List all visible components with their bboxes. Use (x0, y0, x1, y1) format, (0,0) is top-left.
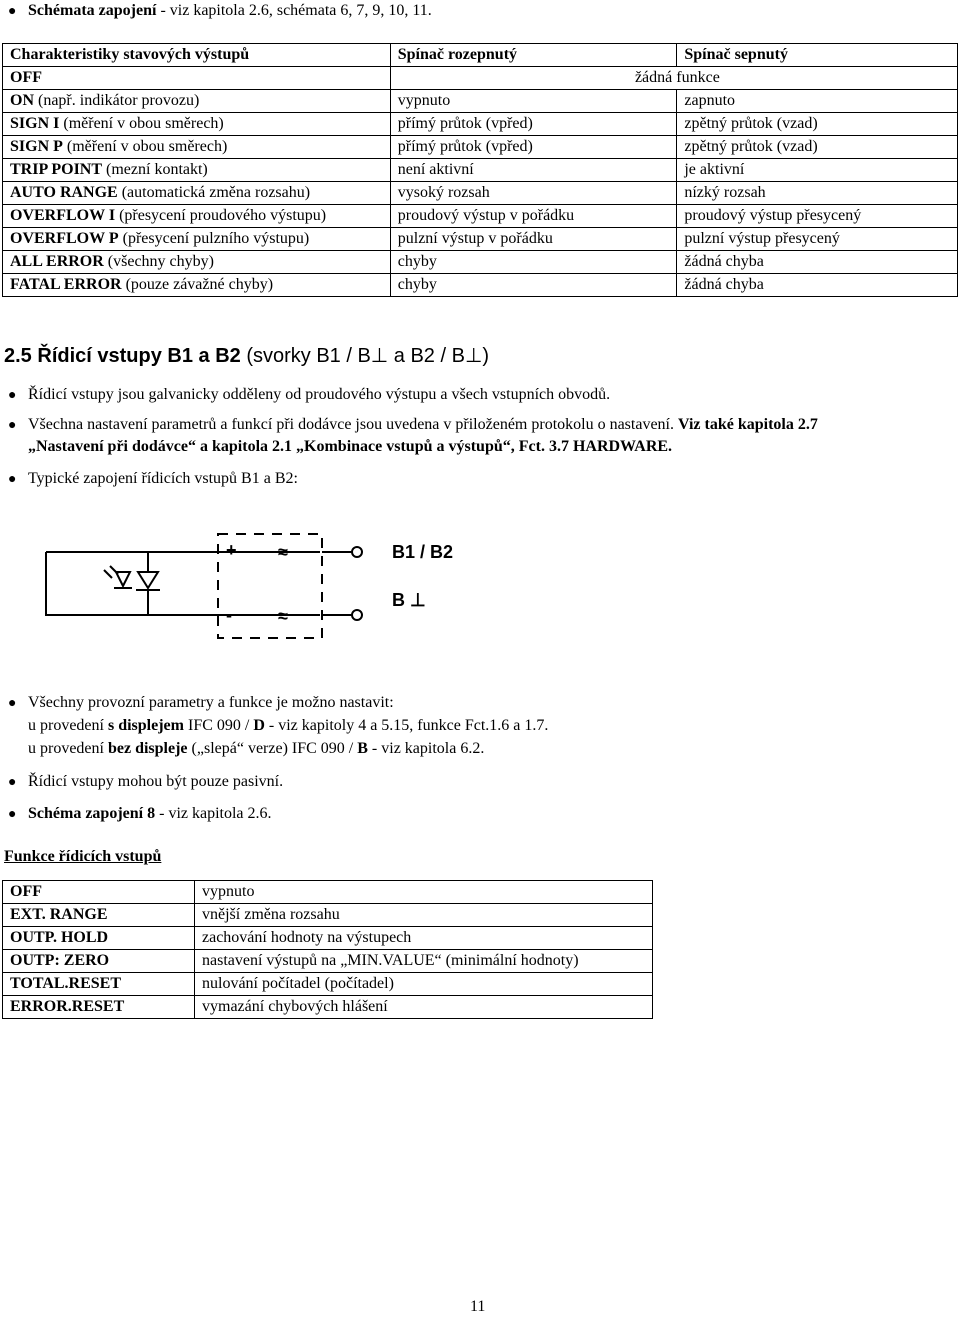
function-desc: vypnuto (195, 881, 653, 904)
function-name: OFF (3, 881, 195, 904)
table-cell: žádná chyba (677, 251, 958, 274)
table-row (3, 927, 653, 950)
table-cell: žádná funkce (390, 67, 957, 90)
table-row (3, 996, 653, 1019)
bullet-text: Schéma zapojení 8 - viz kapitola 2.6. (28, 805, 272, 822)
table-row (3, 159, 958, 182)
wire-left (46, 552, 220, 615)
function-desc: vnější změna rozsahu (195, 904, 653, 927)
table-cell: OVERFLOW I (přesycení proudového výstupu) (3, 205, 391, 228)
bullet-text: Řídicí vstupy jsou galvanicky odděleny od proudového výstupu a všech vstupních obvodů. (28, 386, 611, 403)
table-row (3, 90, 958, 113)
table-cell: proudový výstup v pořádku (390, 205, 677, 228)
table-row (3, 67, 958, 90)
approx-sign-top: ≈ (278, 542, 288, 562)
page-number: 11 (470, 1298, 486, 1315)
bullet-text: Typické zapojení řídicích vstupů B1 a B2: (28, 470, 298, 487)
table-cell: AUTO RANGE (automatická změna rozsahu) (3, 182, 391, 205)
table-cell: zapnuto (677, 90, 958, 113)
label-bperp: B ⊥ (392, 590, 426, 610)
table-cell: není aktivní (390, 159, 677, 182)
table-row (3, 182, 958, 205)
table-header-cell: Spínač sepnutý (677, 44, 958, 67)
function-name: EXT. RANGE (3, 904, 195, 927)
table-cell: pulzní výstup v pořádku (390, 228, 677, 251)
table-cell: SIGN I (měření v obou směrech) (3, 113, 391, 136)
bullet-text: „Nastavení při dodávce“ a kapitola 2.1 „Kombinace vstupů a výstupů“, Fct. 3.7 HARDWARE. (28, 438, 673, 455)
table-cell: je aktivní (677, 159, 958, 182)
table-cell: ALL ERROR (všechny chyby) (3, 251, 391, 274)
function-desc: nulování počítadel (počítadel) (195, 973, 653, 996)
table-cell: vypnuto (390, 90, 677, 113)
table-row (3, 274, 958, 297)
table-cell: ON (např. indikátor provozu) (3, 90, 391, 113)
bullet-text: u provedení s displejem IFC 090 / D - viz kapitoly 4 a 5.15, funkce Fct.1.6 a 1.7. (28, 717, 549, 734)
table-row (3, 950, 653, 973)
table-row (3, 973, 653, 996)
label-b1b2: B1 / B2 (392, 542, 454, 562)
bullet-dot: ● (8, 696, 17, 711)
table-cell: nízký rozsah (677, 182, 958, 205)
table-cell: zpětný průtok (vzad) (677, 113, 958, 136)
function-name: ERROR.RESET (3, 996, 195, 1019)
bullet-dot: ● (8, 807, 17, 822)
table-header-row (3, 44, 958, 67)
table-cell: proudový výstup přesycený (677, 205, 958, 228)
terminal-bperp (352, 610, 362, 620)
table-row (3, 136, 958, 159)
table-cell: přímý průtok (vpřed) (390, 113, 677, 136)
table-cell: OFF (3, 67, 391, 90)
bullet-text: u provedení bez displeje („slepá“ verze) IFC 090 / B - viz kapitola 6.2. (28, 740, 485, 757)
function-desc: nastavení výstupů na „MIN.VALUE“ (minimální hodnoty) (195, 950, 653, 973)
top-bullet-text: Schémata zapojení - viz kapitola 2.6, schémata 6, 7, 9, 10, 11. (28, 2, 432, 19)
table-cell: TRIP POINT (mezní kontakt) (3, 159, 391, 182)
table-cell: FATAL ERROR (pouze závažné chyby) (3, 274, 391, 297)
table-row (3, 881, 653, 904)
status-output-table (2, 43, 958, 297)
plus-sign: + (226, 540, 237, 560)
approx-sign-bottom: ≈ (278, 606, 288, 626)
table-header-cell: Spínač rozepnutý (390, 44, 677, 67)
bullet-dot: ● (8, 418, 17, 433)
function-name: OUTP. HOLD (3, 927, 195, 950)
table-cell: SIGN P (měření v obou směrech) (3, 136, 391, 159)
section-heading: 2.5 Řídicí vstupy B1 a B2 (svorky B1 / B⊥ a B2 / B⊥) (4, 345, 490, 367)
table-row (3, 228, 958, 251)
table-cell: žádná chyba (677, 274, 958, 297)
table-cell: pulzní výstup přesycený (677, 228, 958, 251)
table-cell: OVERFLOW P (přesycení pulzního výstupu) (3, 228, 391, 251)
bullet-text: Všechna nastavení parametrů a funkcí při dodávce jsou uvedena v přiloženém protokolu o nastavení. Viz také kapitola 2.7 (28, 416, 818, 433)
table-cell: chyby (390, 274, 677, 297)
bullet-dot: ● (8, 388, 17, 403)
table-cell: zpětný průtok (vzad) (677, 136, 958, 159)
terminal-b1b2 (352, 547, 362, 557)
table-row (3, 904, 653, 927)
table-row (3, 251, 958, 274)
bullet-dot: ● (8, 775, 17, 790)
bullet-dot: ● (8, 4, 17, 19)
wiring-diagram (0, 520, 960, 660)
table-row (3, 113, 958, 136)
bullet-text: Všechny provozní parametry a funkce je možno nastavit: (28, 694, 394, 711)
function-name: OUTP: ZERO (3, 950, 195, 973)
table-cell: přímý průtok (vpřed) (390, 136, 677, 159)
function-desc: vymazání chybových hlášení (195, 996, 653, 1019)
functions-table (2, 880, 653, 1019)
bullet-dot: ● (8, 472, 17, 487)
function-desc: zachování hodnoty na výstupech (195, 927, 653, 950)
functions-heading: Funkce řídicích vstupů (4, 848, 162, 865)
table-row (3, 205, 958, 228)
table-cell: vysoký rozsah (390, 182, 677, 205)
table-header-cell: Charakteristiky stavových výstupů (3, 44, 391, 67)
function-name: TOTAL.RESET (3, 973, 195, 996)
minus-sign: - (226, 605, 232, 625)
table-cell: chyby (390, 251, 677, 274)
bullet-text: Řídicí vstupy mohou být pouze pasivní. (28, 773, 284, 790)
